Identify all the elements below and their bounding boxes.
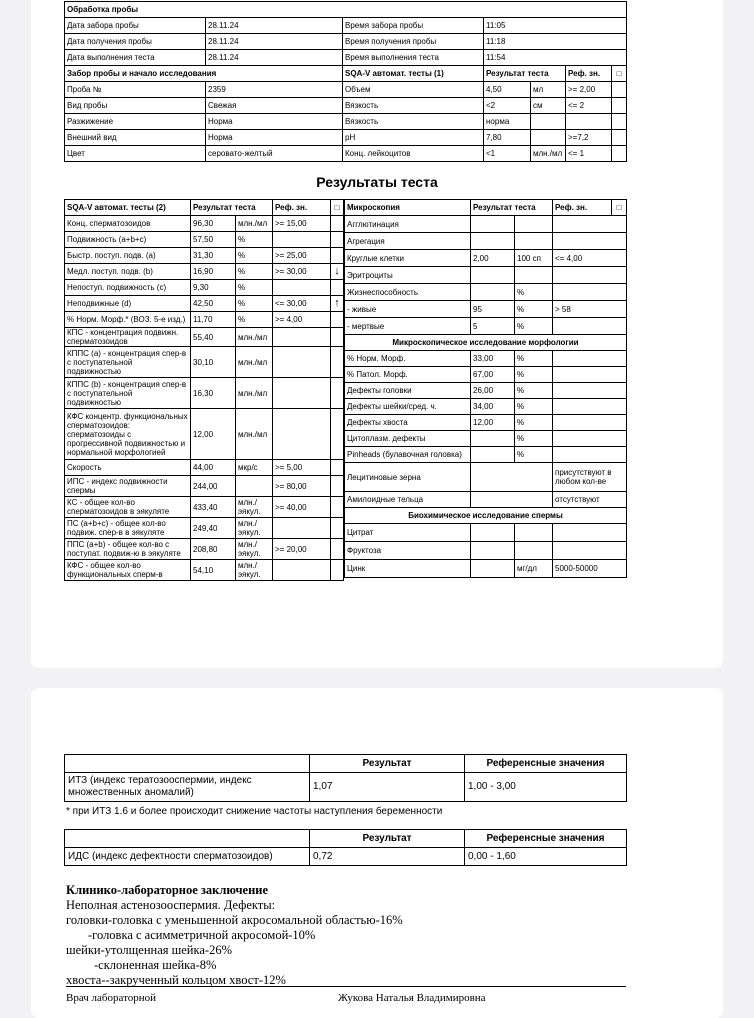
doctor-name: Жукова Наталья Владимировна [338,992,486,1004]
table-header: Забор пробы и начало исследования SQA-V автомат. тесты (1) Результат теста Реф. зн. □ [65,66,627,82]
signature [66,992,626,1004]
table-row: КФС - общее кол-во функциональных сперм-в 54,10 млн./эякул. [65,560,344,581]
table-header: SQA-V автомат. тесты (2) Результат теста Реф. зн. □ [65,200,344,216]
table-row: Агглютинация [345,216,627,233]
table-row: КФС концентр. функциональных сперматозоидов: сперматозоиды с прогрессивной подвижностью и нормальной морфологией 12,00 млн./мл [65,409,344,460]
table-row: Медл. поступ. подв. (b) 16,90 % >= 30,00 ↓ [65,264,344,280]
itz-note: * при ИТЗ 1.6 и более происходит снижение частоты наступления беременности [66,806,443,817]
conclusion-line: шейки-утолщенная шейка-26% [66,943,233,957]
table-row: КПС - концентрация подвижн. сперматозоидов 55,40 млн./мл [65,328,344,347]
table-row: ИПС - индекс подвижности спермы 244,00 >= 80,00 [65,476,344,497]
table-header: Результат Референсные значения [65,830,627,848]
table-row: Неподвижные (d) 42,50 % <= 30,00 ↑ [65,296,344,312]
ids-table [64,829,627,866]
table-row: Дефекты хвоста 12,00 % [345,415,627,431]
table-row: Разжижение Норма Вязкость норма [65,114,627,130]
table-row: ПС (a+b+c) - общее кол-во подвиж. спер-в в эякуляте 249,40 млн./эякул. [65,518,344,539]
table-row: Цинк мг/дл 5000-50000 [345,560,627,578]
table-row: Цитрат [345,524,627,542]
clinical-conclusion [66,883,403,988]
table-row: Круглые клетки 2,00 100 сп <= 4,00 [345,250,627,267]
table-row: Эритроциты [345,267,627,284]
section-title: Обработка пробы [65,2,627,18]
table-row: Жизнеспособность % [345,284,627,301]
table-row: - мертвые 5 % [345,318,627,335]
table-row: Дата выполнения теста 28.11.24 Время выполнения теста 11:54 [65,50,627,66]
table-row: Агрегация [345,233,627,250]
table-row: Вид пробы Свежая Вязкость <2 см <= 2 [65,98,627,114]
table-row: Дефекты головки 26,00 % [345,383,627,399]
table-row: Цитоплазм. дефекты % [345,431,627,447]
conclusion-line: головки-головка с уменьшенной акросомальной областью-16% [66,913,403,927]
table-row: Фруктоза [345,542,627,560]
microscopy-table [344,199,627,578]
table-row: Скорость 44,00 мкр/с >= 5,00 [65,460,344,476]
table-row: ИДС (индекс дефектности сперматозоидов) 0,72 0,00 - 1,60 [65,848,627,866]
table-row: Дефекты шейки/сред. ч. 34,00 % [345,399,627,415]
table-header: Микроскопия Результат теста Реф. зн. □ [345,200,627,216]
table-row: Цвет серовато-желтый Конц. лейкоцитов <1 млн./мл <= 1 [65,146,627,162]
conclusion-line: хвоста--закрученный кольцом хвост-12% [66,973,286,987]
table-row: Конц. сперматозоидов 96,30 млн./мл >= 15,00 [65,216,344,232]
table-row: Амилоидные тельца отсутствуют [345,492,627,508]
section-title: Микроскопическое исследование морфологии [345,335,627,351]
signature-divider [66,986,626,987]
doctor-title: Врач лабораторной [66,992,157,1004]
table-row: Подвижность (a+b+c) 57,50 % [65,232,344,248]
table-header: Результат Референсные значения [65,755,627,773]
table-row: КППС (b) - концентрация спер-в с поступательной подвижностью 16,30 млн./мл [65,378,344,409]
table-row: КППС (а) - концентрация спер-в с поступательной подвижностью 30,10 млн./мл [65,347,344,378]
table-row: КС - общее кол-во сперматозоидов в эякуляте 433,40 млн./эякул. >= 40,00 [65,497,344,518]
table-row: ИТЗ (индекс тератозооспермии, индекс множественных аномалий) 1,07 1,00 - 3,00 [65,773,627,802]
table-row: % Патол. Морф. 67,00 % [345,367,627,383]
conclusion-title: Клинико-лабораторное заключение [66,883,269,897]
itz-table [64,754,627,802]
table-row: Проба № 2359 Объем 4,50 мл >= 2,00 [65,82,627,98]
table-row: ППС (a+b) - общее кол-во с поступат. подвиж-ю в эякуляте 208,80 млн./эякул. >= 20,00 [65,539,344,560]
table-row: - живые 95 % > 58 [345,301,627,318]
results-title: Результаты теста [316,174,438,190]
table-row: Дата получения пробы 28.11.24 Время получения пробы 11:18 [65,34,627,50]
table-row: % Норм. Морф.* (ВОЗ. 5-е изд.) 11,70 % >= 4,00 [65,312,344,328]
table-row: Pinheads (булавочная головка) % [345,447,627,463]
table-row: % Норм. Морф. 33,00 % [345,351,627,367]
table-row: Непоступ. подвижность (c) 9,30 % [65,280,344,296]
sqa-auto-tests-table [64,199,344,581]
table-row: Лецитиновые зерна присутствуют в любом кол-ве [345,463,627,492]
table-row: Быстр. поступ. подв. (a) 31,30 % >= 25,00 [65,248,344,264]
conclusion-line: -склоненная шейка-8% [94,958,217,972]
section-title: Биохимическое исследование спермы [345,508,627,524]
conclusion-line: Неполная астенозооспермия. Дефекты: [66,898,276,912]
table-row: Дата забора пробы 28.11.24 Время забора пробы 11:05 [65,18,627,34]
table-row: Внешний вид Норма pH 7,80 >=7,2 [65,130,627,146]
sample-info-table [64,1,627,162]
conclusion-line: -головка с асимметричной акросомой-10% [88,928,316,942]
